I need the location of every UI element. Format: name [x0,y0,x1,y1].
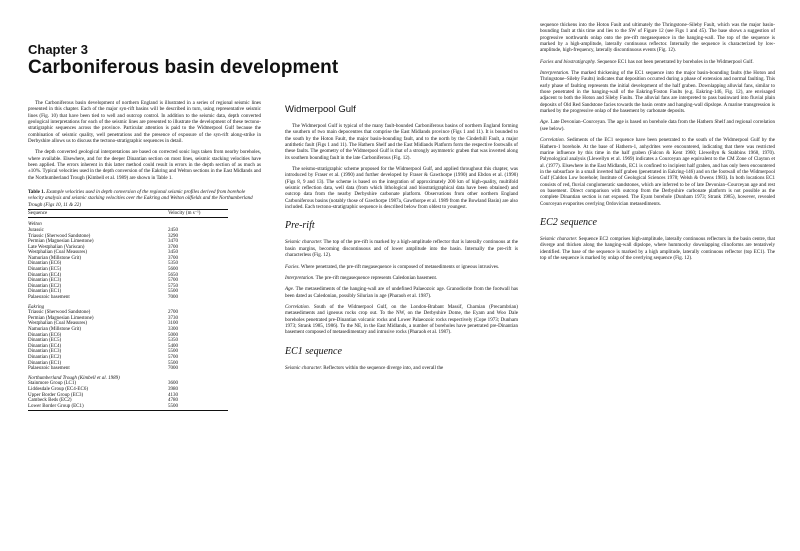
prerift-age-paragraph [285,286,518,299]
table-cell-sequence: Namurian (Millstone Grit) [28,255,82,261]
table-group-row [28,372,228,382]
table-cell-sequence: Dinantian (EC1) [28,360,62,366]
ec1-interpretation-label: Interpretation. [540,70,570,77]
column-1 [28,100,261,411]
table-cell-velocity: 5350 [168,338,178,344]
depth-conversion-paragraph: The depth converted geological interpretations are based on corrected sonic logs taken from nearby boreholes, where available. Elsewhere, and for the deeper Dinantian section on most lines, seismic stacking velocities have been applied. The errors inherent in this latter method could result in errors in the depth section of as much as ±10%. Typical velocities used in the depth conversion of the Eakring and Welton sections in the East Midlands and the Northumberland Trough (Kimbell et al. 1989) are shown in Table 1. [28,149,261,181]
ec1-continuation-paragraph: sequence thickens into the Hoton Fault and ultimately the Thringstone–Sileby Fault, which was the major basin-bounding fault at this time and lies to the SW of Figure 12 (see Figs 1 and 45). The base shows a suggestion of progressive northwards onlap onto the pre-rift megasequence in the hanging-wall. The top of the sequence is marked by a high-amplitude, laterally continuous reflector. Internally the sequence is characterized by low-amplitude, high-frequency, laterally discontinuous events (Fig. 12). [540,22,775,54]
table-cell-sequence: Dinantian (EC2) [28,283,62,289]
prerift-seismic-text: The top of the pre-rift is marked by a high-amplitude reflector that is laterally continuous at the basin margins, becoming discontinuous and of lower amplitude into the basin. Internally the pre-rift is characterless (Fig. 12). [285,239,518,259]
table-cell-velocity: 5500 [168,349,178,355]
prerift-interpretation-paragraph [285,275,518,281]
table-cell-sequence: Dinantian (EC5) [28,267,62,273]
table-cell-velocity: 3700 [168,244,178,250]
ec1-age-paragraph [540,119,775,132]
table-group-name: Welton [28,222,42,228]
table-group-name: Northumberland Trough (Kimbell et al. 1989) [28,375,120,381]
table-cell-sequence: Westphalian (Coal Measures) [28,321,88,327]
table-cell-velocity: 7000 [168,295,178,301]
table-cell-sequence: Palaeozoic basement [28,366,70,372]
table-row [28,404,228,411]
velocity-table [28,209,228,412]
heading-ec1-sequence: EC1 sequence [285,345,342,357]
table-cell-velocity: 3700 [168,255,178,261]
widmerpool-paragraph-2: The seismo-stratigraphic scheme proposed for the Widmerpool Gulf, and applied throughout this chapter, was introduced by Fraser et al. (1990) and further developed by Fraser & Gawthorpe (1990) and Ebdon et al. (1990) (Figs 8, 9 and 13). The scheme is based on the integration of approximately 200 km of high-quality, multifold seismic reflection data, well data (from which lithological and biostratigraphical data have been obtained) and outcrop data from the nearby Derbyshire carbonate platform. Observations from other northern England Carboniferous basins (notably those of Gawthorpe 1987a, Gawthorpe et al. 1989 from the Bowland Basin) are also included. Each tectono-stratigraphic sequence is described below from oldest to youngest. [285,166,518,211]
table-cell-velocity: 5750 [168,283,178,289]
table-cell-sequence: Palaeozoic basement [28,295,70,301]
table-cell-velocity: 3100 [168,321,178,327]
table-cell-sequence: Dinantian (EC4) [28,343,62,349]
table-cell-velocity: 7000 [168,366,178,372]
table-cell-velocity: 5500 [164,404,228,411]
table-cell-velocity: 3600 [168,381,178,387]
table-cell-sequence: Permian (Magnesian Limestone) [28,315,94,321]
table-cell-sequence: Dinantian (EC3) [28,278,62,284]
table-cell-velocity: 5700 [168,278,178,284]
table-header-velocity: Velocity (m s⁻¹) [164,209,228,218]
ec1-seismic-label: Seismic character. [285,364,323,371]
chapter-label: Chapter 3 [28,42,88,57]
heading-widmerpool-gulf: Widmerpool Gulf [285,104,356,115]
column-3 [540,22,775,266]
table-cell-sequence: Dinantian (EC5) [28,338,62,344]
table-group-name: Eakring [28,304,45,310]
table-cell-sequence: Lower Border Group (EC1) [28,404,164,411]
table-cell-sequence: Permian (Magnesian Limestone) [28,239,94,245]
ec1-age-text: Late Devonian–Courceyan. The age is based on borehole data from the Hathern Shelf and regional correlation (see below). [540,119,775,132]
ec2-seismic-paragraph [540,236,775,261]
table-cell-velocity: 5500 [168,360,178,366]
intro-paragraph: The Carboniferous basin development of northern England is illustrated in a series of regional seismic lines presented in this chapter. Each of the major syn-rift basins will be described in turn, using representative seismic lines (Fig. 10) that have been tied to well and outcrop control. In addition to the seismic data, depth converted geological interpretations for each of the seismic lines are presented to illustrate the development of these tectono-stratigraphic sequences across the province. Particular attention is paid to the Widmerpool Gulf because the combination of seismic quality, well penetrations and the presence of exposure of the syn-rift along-strike in Derbyshire allows us to discuss the tectono-stratigraphic sequences in detail. [28,100,261,145]
table-cell-velocity: 5400 [168,343,178,349]
table-cell-velocity: 5700 [168,354,178,360]
table-cell-velocity: 3290 [168,233,178,239]
ec1-correlation-paragraph [540,137,775,207]
table-cell-sequence: Late Westphalian (Variscan) [28,244,85,250]
table-group-row [28,218,228,228]
table-cell-velocity: 3470 [168,239,178,245]
table-cell-velocity: 3450 [168,250,178,256]
table-cell-sequence: Triassic (Sherwood Sandstone) [28,310,91,316]
table-cell-velocity: 5000 [168,332,178,338]
table-cell-sequence: Dinantian (EC6) [28,332,62,338]
table-cell-sequence: Westphalian (Coal Measures) [28,250,88,256]
chapter-title: Carboniferous basin development [28,57,339,78]
table-number: Table 1. [28,189,45,196]
table-cell-velocity: 5600 [168,267,178,273]
prerift-facies-paragraph [285,264,518,270]
table-cell-sequence: Dinantian (EC2) [28,354,62,360]
widmerpool-paragraph-1: The Widmerpool Gulf is typical of the many fault-bounded Carboniferous basins of northern England forming the southern of two main depocentres that comprise the East Midlands province (Figs 1 and 11). It is bounded to the south by the Hoton Fault, the major basin-bounding fault, and to the north by the Cinderhill Fault, a major antithetic fault (Figs 1 and 11). The Hathern Shelf and the East Midlands Platform form the respective footwalls of these faults. The geometry of the Widmerpool Gulf is that of a strongly asymmetric graben that was inverted along its southern bounding fault in the late Carboniferous (Fig. 12). [285,123,518,161]
ec1-facies-text: Sequence EC1 has not been penetrated by boreholes in the Widmerpool Gulf. [597,58,754,65]
prerift-facies-label: Facies. [285,263,300,270]
ec2-seismic-text: Sequence EC2 comprises high-amplitude, laterally continuous reflectors in the basin centre, that diverge and thicken along the hanging-wall dipslope, where hummocky downlapping clinoforms are tentatively identified. The base of the sequence is marked by a high amplitude, laterally continuous reflector (top EC1). The top of the sequence is marked by onlap of the overlying sequence (Fig. 12). [540,235,775,261]
table-caption-text: Example velocities used in depth conversion of the regional seismic profiles derived from borehole velocity analysis and seismic stacking velocities over the Eakring and Welton oilfields and the Northumberland Trough (Figs 10, 11 & 22) [28,189,253,208]
ec1-interpretation-paragraph [540,70,775,114]
prerift-correlation-paragraph [285,304,518,336]
table-cell-sequence: Jurassic [28,227,44,233]
ec1-age-label: Age. [540,119,550,126]
table-cell-velocity: 5650 [168,272,178,278]
table-cell-sequence: Namurian (Millstone Grit) [28,327,82,333]
ec1-correlation-text: Sediments of the EC1 sequence have been penetrated to the south of the Widmerpool Gulf by the Hathern-1 borehole. At the base of Hathern-1, anhydrites were encountered, indicating that there was restricted marine influence by this time in the half graben (Falcon & Kent 1960; Llewellyn & Stabbins 1968, 1970). Palynological analysis (Llewellyn et al. 1969) indicates a Courceyan age equivalent to the CM Zone of Clayton et al. (1977). Elsewhere in the East Midlands, EC1 is confined to incipient half graben, and has only been encountered in the subsurface in a small inverted half graben (penetrated in Eakring-146) and on the footwall of the Widmerpool Gulf (Caldon Low borehole; Institute of Geological Sciences 1978; Welsh & Owens 1983). In both locations EC1 consists of red, fluvial conglomeratic sandstones, which are inferred to be of late Devonian–Courceyan age and rest on basement. Direct comparison with outcrop from the Derbyshire carbonate platform is not possible as the complete Dinantian section is not exposed. The Eyam borehole (Dunham 1973; Strank 1985), however, revealed Courceyan evaporites overlying Ordovician metasediments. [540,137,776,207]
table-cell-velocity: 5500 [168,289,178,295]
table-cell-sequence: Liddesdale Group (EC4-EC6) [28,386,88,392]
ec1-seismic-text: Reflectors within the sequence diverge into, and overall the [323,364,444,371]
table-cell-sequence: Dinantian (EC1) [28,289,62,295]
table-cell-velocity: 3730 [168,315,178,321]
prerift-correlation-label: Correlation. [285,303,310,310]
table-cell-velocity: 2450 [168,227,178,233]
heading-pre-rift: Pre-rift [285,220,315,232]
table-cell-sequence: Upper Border Group (EC3) [28,392,84,398]
velocity-table-body [28,218,228,411]
table-cell-velocity: 3980 [168,386,178,392]
table-group-row [28,301,228,311]
column-2 [285,100,518,376]
table-cell-velocity: 2700 [168,310,178,316]
table-caption [28,189,261,208]
table-cell-sequence: Cambeck Beds (EC2) [28,398,72,404]
table-cell-sequence: Triassic (Sherwood Sandstone) [28,233,91,239]
prerift-seismic-label: Seismic character. [285,239,323,246]
prerift-correlation-text: South of the Widmerpool Gulf, on the London-Brabant Massif, Charnian (Precambrian) metasediments and igneous rocks crop out. To the NW, on the Derbyshire Dome, the Eyam and Woo Dale boreholes penetrated pre-Dinantian volcanic rocks and Lower Palaeozoic rocks respectively (Cope 1973; Dunham 1973; Strank 1985, 1986). To the NE, in the East Midlands, a number of boreholes have penetrated pre-Dinantian basement composed of metasedimentary and intrusive rocks (Pharaoh et al. 1987). [285,303,518,336]
table-cell-velocity: 5350 [168,261,178,267]
table-cell-velocity: 4130 [168,392,178,398]
ec1-seismic-paragraph [285,365,518,371]
table-cell-velocity: 3300 [168,327,178,333]
table-cell-sequence: Dinantian (EC4) [28,272,62,278]
prerift-interpretation-label: Interpretation. [285,274,315,281]
ec1-facies-label: Facies and biostratigraphy. [540,58,596,65]
ec1-correlation-label: Correlation. [540,137,565,144]
heading-ec2-sequence: EC2 sequence [540,216,597,228]
prerift-seismic-paragraph [285,239,518,258]
prerift-interpretation-text: The pre-rift megasequence represents Caledonian basement. [315,274,438,281]
table-header-sequence: Sequence [28,209,164,218]
table-cell-sequence: Stainmore Group (LC1) [28,381,77,387]
table-cell-velocity: 4780 [168,398,178,404]
table-cell-sequence: Dinantian (EC3) [28,349,62,355]
ec1-interpretation-text: The marked thickening of the EC1 sequence into the major basin-bounding faults (the Hoton and Thringstone–Sileby Faults) indicates that deposition occurred during a phase of extension and normal faulting. This early phase of faulting represents the initial development of the half graben. Downlapping alluvial fans, similar to those penetrated in the hanging-wall of the Eakring/Foston Faults (e.g. Eakring-146, Fig. 12), are envisaged adjacent to both the Hoton and Sileby Faults. The alluvial fans are interpreted to pass basinward into fluvial plain deposits of Old Red Sandstone facies towards the basin centre and hanging-wall dipslope. A marine transgression is marked by the progressive onlap of the basement by carbonate deposits. [540,70,776,115]
ec1-facies-paragraph [540,59,775,65]
prerift-facies-text: Where penetrated, the pre-rift megasequence is composed of metasediments or igneous intrusives. [300,263,500,270]
prerift-age-label: Age. [285,286,295,293]
table-cell-sequence: Dinantian (EC6) [28,261,62,267]
ec2-seismic-label: Seismic character. [540,235,578,242]
prerift-age-text: The metasediments of the hanging-wall are of undefined Palaeozoic age. Granodiorite from the footwall has been dated as Caledonian, possibly Silurian in age (Pharaoh et al. 1987). [285,286,518,299]
